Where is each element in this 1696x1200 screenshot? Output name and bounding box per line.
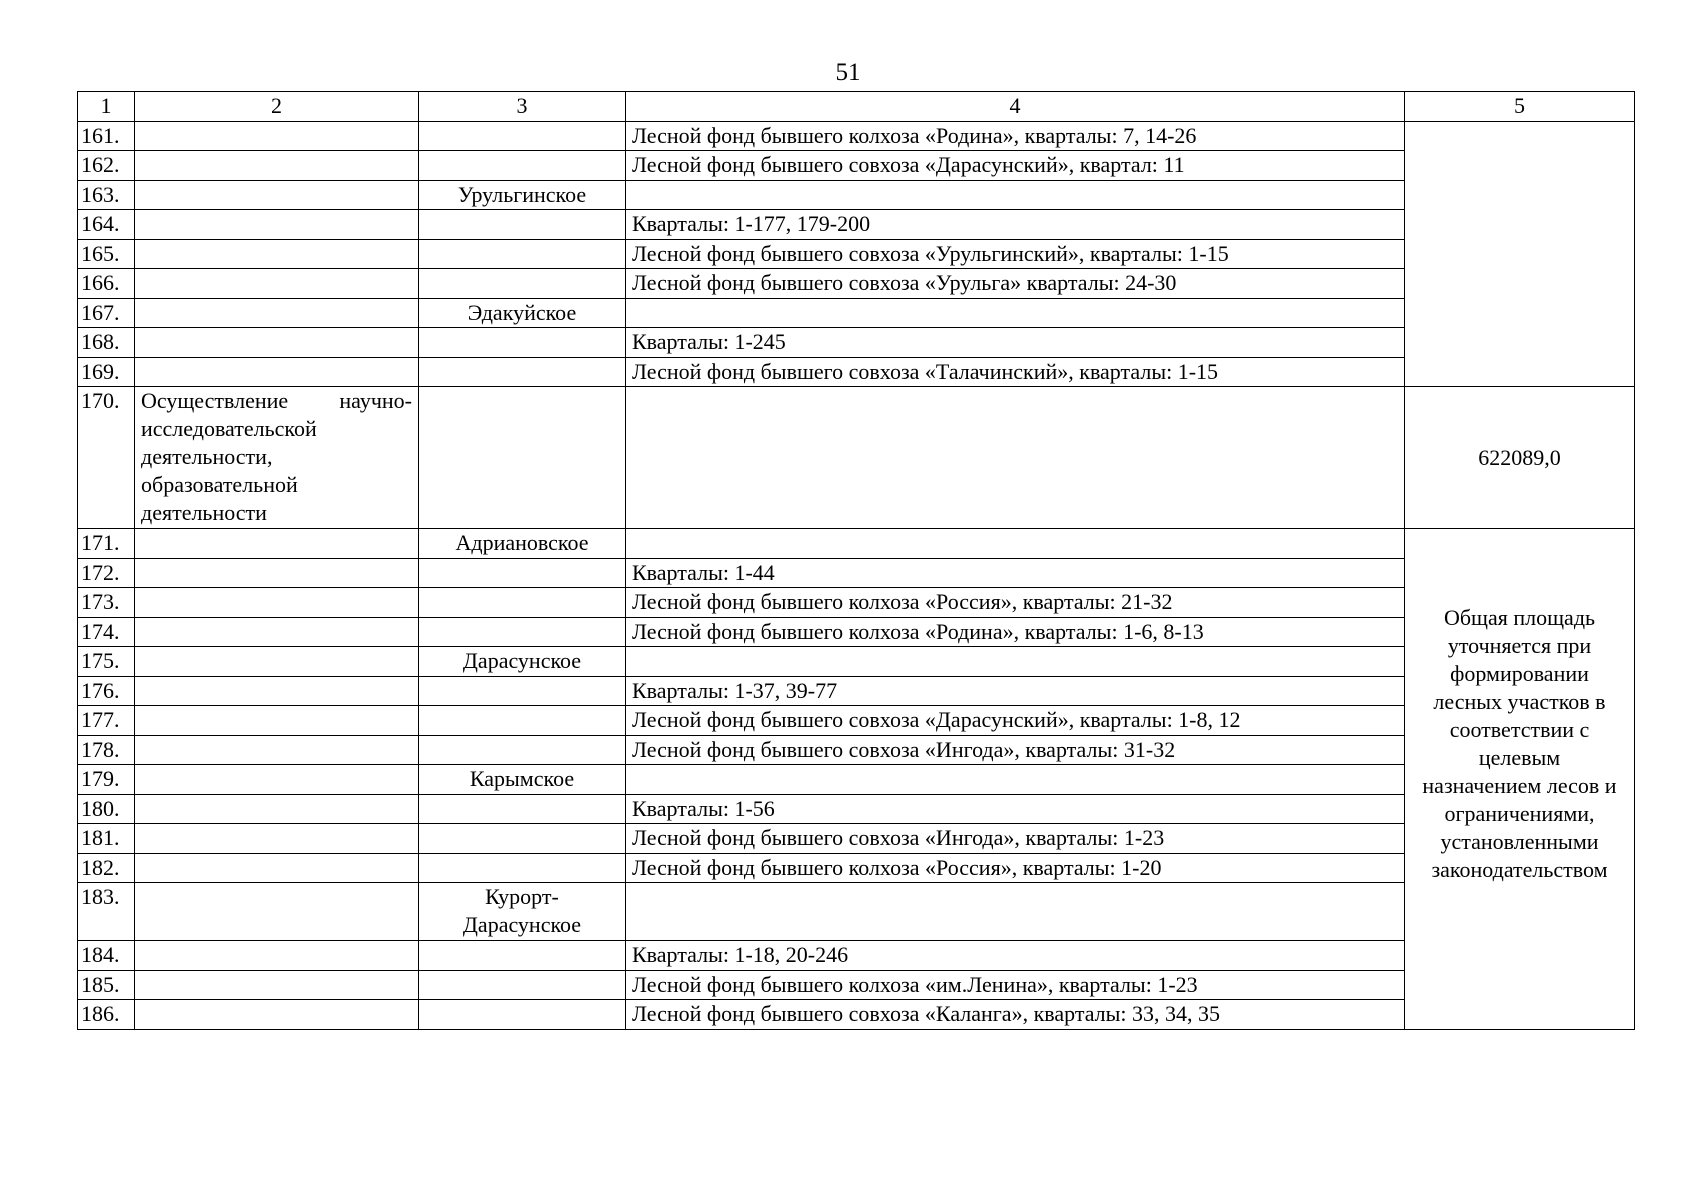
forestry-cell bbox=[419, 210, 626, 240]
activity-cell bbox=[135, 298, 419, 328]
quarters-cell bbox=[626, 883, 1405, 941]
activity-cell bbox=[135, 558, 419, 588]
activity-cell bbox=[135, 765, 419, 795]
quarters-cell bbox=[626, 298, 1405, 328]
row-number: 171. bbox=[78, 529, 135, 559]
forestry-cell bbox=[419, 824, 626, 854]
quarters-cell: Лесной фонд бывшего совхоза «Каланга», кварталы: 33, 34, 35 bbox=[626, 1000, 1405, 1030]
table-row bbox=[78, 647, 1635, 677]
note-line: ограничениями, bbox=[1444, 800, 1595, 826]
quarters-cell: Кварталы: 1-177, 179-200 bbox=[626, 210, 1405, 240]
quarters-cell: Лесной фонд бывшего колхоза «Родина», кварталы: 1-6, 8-13 bbox=[626, 617, 1405, 647]
quarters-cell: Лесной фонд бывшего совхоза «Урульгинский», кварталы: 1-15 bbox=[626, 239, 1405, 269]
activity-cell bbox=[135, 1000, 419, 1030]
row-number: 170. bbox=[78, 387, 135, 529]
quarters-cell: Кварталы: 1-245 bbox=[626, 328, 1405, 358]
table-row bbox=[78, 617, 1635, 647]
forestry-cell: Эдакуйское bbox=[419, 298, 626, 328]
header-cell-3: 3 bbox=[419, 92, 626, 122]
table-row bbox=[78, 151, 1635, 181]
activity-cell bbox=[135, 883, 419, 941]
forestry-cell bbox=[419, 853, 626, 883]
activity-cell bbox=[135, 647, 419, 677]
activity-cell bbox=[135, 121, 419, 151]
row-number: 177. bbox=[78, 706, 135, 736]
activity-cell bbox=[135, 617, 419, 647]
table-row bbox=[78, 883, 1635, 941]
quarters-cell: Лесной фонд бывшего совхоза «Урульга» кварталы: 24-30 bbox=[626, 269, 1405, 299]
activity-cell bbox=[135, 970, 419, 1000]
table-row bbox=[78, 588, 1635, 618]
quarters-cell: Лесной фонд бывшего колхоза «Россия», кварталы: 1-20 bbox=[626, 853, 1405, 883]
table-row bbox=[78, 970, 1635, 1000]
quarters-cell: Лесной фонд бывшего совхоза «Талачинский», кварталы: 1-15 bbox=[626, 357, 1405, 387]
quarters-cell bbox=[626, 180, 1405, 210]
area-value: 622089,0 bbox=[1405, 387, 1635, 529]
activity-cell bbox=[135, 706, 419, 736]
note-line: лесных участков в bbox=[1433, 688, 1606, 714]
row-number: 182. bbox=[78, 853, 135, 883]
table-row bbox=[78, 357, 1635, 387]
quarters-cell: Лесной фонд бывшего колхоза «Россия», кварталы: 21-32 bbox=[626, 588, 1405, 618]
table-row bbox=[78, 706, 1635, 736]
forestry-line: Дарасунское bbox=[462, 912, 582, 937]
row-number: 175. bbox=[78, 647, 135, 677]
row-number: 172. bbox=[78, 558, 135, 588]
table-row bbox=[78, 941, 1635, 971]
header-cell-4: 4 bbox=[626, 92, 1405, 122]
activity-line: исследовательской bbox=[141, 416, 317, 441]
table-row-activity bbox=[78, 387, 1635, 529]
table-row bbox=[78, 735, 1635, 765]
row-number: 168. bbox=[78, 328, 135, 358]
forestry-cell bbox=[419, 269, 626, 299]
row-number: 180. bbox=[78, 794, 135, 824]
quarters-cell: Кварталы: 1-37, 39-77 bbox=[626, 676, 1405, 706]
row-number: 167. bbox=[78, 298, 135, 328]
activity-cell bbox=[135, 676, 419, 706]
row-number: 174. bbox=[78, 617, 135, 647]
forestry-cell: Карымское bbox=[419, 765, 626, 795]
table-row bbox=[78, 180, 1635, 210]
forestry-cell bbox=[419, 558, 626, 588]
forestry-cell bbox=[419, 1000, 626, 1030]
table-row bbox=[78, 298, 1635, 328]
row-number: 164. bbox=[78, 210, 135, 240]
page-number: 51 bbox=[835, 59, 861, 86]
table-row bbox=[78, 239, 1635, 269]
table-row bbox=[78, 794, 1635, 824]
forestry-cell bbox=[419, 328, 626, 358]
forestry-cell bbox=[419, 121, 626, 151]
quarters-cell: Лесной фонд бывшего колхоза «Родина», кварталы: 7, 14-26 bbox=[626, 121, 1405, 151]
quarters-cell bbox=[626, 529, 1405, 559]
row-number: 163. bbox=[78, 180, 135, 210]
quarters-cell: Лесной фонд бывшего совхоза «Ингода», кварталы: 31-32 bbox=[626, 735, 1405, 765]
row-number: 173. bbox=[78, 588, 135, 618]
row-number: 184. bbox=[78, 941, 135, 971]
note-line: Общая площадь bbox=[1443, 604, 1596, 630]
activity-cell bbox=[135, 941, 419, 971]
quarters-cell: Лесной фонд бывшего колхоза «им.Ленина», кварталы: 1-23 bbox=[626, 970, 1405, 1000]
row-number: 181. bbox=[78, 824, 135, 854]
forestry-cell bbox=[419, 676, 626, 706]
forestry-cell bbox=[419, 883, 626, 941]
row-number: 169. bbox=[78, 357, 135, 387]
activity-line: деятельности bbox=[141, 500, 267, 525]
forestry-cell bbox=[419, 588, 626, 618]
table-row bbox=[78, 210, 1635, 240]
area-note bbox=[1405, 529, 1635, 1030]
table-row bbox=[78, 269, 1635, 299]
forestry-cell bbox=[419, 735, 626, 765]
activity-cell bbox=[135, 735, 419, 765]
quarters-cell: Кварталы: 1-56 bbox=[626, 794, 1405, 824]
quarters-cell bbox=[626, 387, 1405, 529]
table-row bbox=[78, 1000, 1635, 1030]
row-number: 161. bbox=[78, 121, 135, 151]
quarters-cell: Лесной фонд бывшего совхоза «Дарасунский», кварталы: 1-8, 12 bbox=[626, 706, 1405, 736]
header-cell-2: 2 bbox=[135, 92, 419, 122]
forestry-line: Курорт- bbox=[485, 884, 559, 909]
row-number: 178. bbox=[78, 735, 135, 765]
row-number: 166. bbox=[78, 269, 135, 299]
forestry-cell bbox=[419, 941, 626, 971]
activity-cell bbox=[135, 853, 419, 883]
quarters-cell bbox=[626, 647, 1405, 677]
table-header-row bbox=[78, 92, 1635, 122]
note-line: законодательством bbox=[1431, 856, 1608, 882]
forestry-cell bbox=[419, 387, 626, 529]
quarters-cell: Кварталы: 1-44 bbox=[626, 558, 1405, 588]
forestry-cell bbox=[419, 617, 626, 647]
activity-cell bbox=[135, 239, 419, 269]
activity-line: деятельности, bbox=[141, 444, 273, 469]
note-line: назначением лесов и bbox=[1422, 772, 1617, 798]
quarters-cell: Лесной фонд бывшего совхоза «Дарасунский», квартал: 11 bbox=[626, 151, 1405, 181]
header-cell-5: 5 bbox=[1405, 92, 1635, 122]
row-number: 185. bbox=[78, 970, 135, 1000]
note-line: соответствии с bbox=[1449, 716, 1590, 742]
activity-cell bbox=[135, 328, 419, 358]
table-row bbox=[78, 676, 1635, 706]
row-number: 162. bbox=[78, 151, 135, 181]
activity-line: образовательной bbox=[141, 472, 298, 497]
forestry-cell bbox=[419, 357, 626, 387]
activity-cell bbox=[135, 180, 419, 210]
quarters-cell: Кварталы: 1-18, 20-246 bbox=[626, 941, 1405, 971]
table-row bbox=[78, 853, 1635, 883]
activity-cell bbox=[135, 210, 419, 240]
activity-cell bbox=[135, 357, 419, 387]
table-row bbox=[78, 121, 1635, 151]
note-line: целевым bbox=[1478, 744, 1561, 770]
area-cell bbox=[1405, 121, 1635, 387]
activity-cell bbox=[135, 269, 419, 299]
table-row bbox=[78, 529, 1635, 559]
row-number: 179. bbox=[78, 765, 135, 795]
table-row bbox=[78, 558, 1635, 588]
forestry-cell: Урульгинское bbox=[419, 180, 626, 210]
forestry-cell bbox=[419, 794, 626, 824]
row-number: 165. bbox=[78, 239, 135, 269]
activity-cell bbox=[135, 588, 419, 618]
forestry-cell bbox=[419, 970, 626, 1000]
note-line: формировании bbox=[1450, 660, 1589, 686]
header-cell-1: 1 bbox=[78, 92, 135, 122]
activity-cell bbox=[135, 151, 419, 181]
note-line: установленными bbox=[1440, 828, 1599, 854]
activity-cell bbox=[135, 824, 419, 854]
activity-cell bbox=[135, 794, 419, 824]
forest-table bbox=[77, 91, 1635, 1030]
quarters-cell bbox=[626, 765, 1405, 795]
activity-cell bbox=[135, 529, 419, 559]
row-number: 186. bbox=[78, 1000, 135, 1030]
activity-cell bbox=[135, 387, 419, 529]
note-line: уточняется при bbox=[1447, 632, 1592, 658]
table-row bbox=[78, 328, 1635, 358]
forestry-cell bbox=[419, 706, 626, 736]
table-row bbox=[78, 765, 1635, 795]
forestry-cell bbox=[419, 151, 626, 181]
row-number: 183. bbox=[78, 883, 135, 941]
forestry-cell: Дарасунское bbox=[419, 647, 626, 677]
quarters-cell: Лесной фонд бывшего совхоза «Ингода», кварталы: 1-23 bbox=[626, 824, 1405, 854]
activity-line: Осуществление научно- bbox=[141, 388, 412, 413]
forestry-cell: Адриановское bbox=[419, 529, 626, 559]
forestry-cell bbox=[419, 239, 626, 269]
row-number: 176. bbox=[78, 676, 135, 706]
table-row bbox=[78, 824, 1635, 854]
